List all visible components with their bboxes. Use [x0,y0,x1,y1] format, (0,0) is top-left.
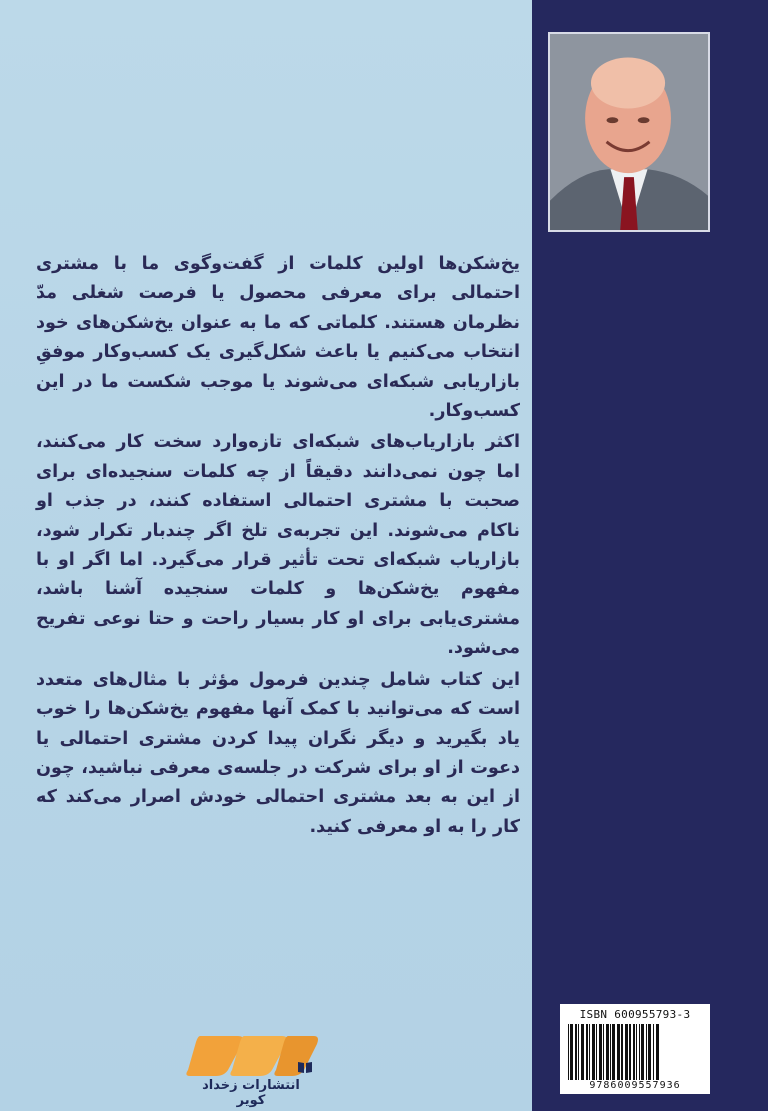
barcode-bar [656,1024,659,1080]
barcode-bar [633,1024,635,1080]
barcode-bar [653,1024,654,1080]
barcode [560,1004,710,1094]
barcode-bar [621,1024,623,1080]
barcode-bar [636,1024,637,1080]
barcode-bar [648,1024,651,1080]
barcode-bar [617,1024,620,1080]
back-cover-blurb [36,250,520,842]
barcode-bar [612,1024,615,1080]
barcode-bar [599,1024,602,1080]
barcode-bar [589,1024,590,1080]
barcode-bar [629,1024,631,1080]
barcode-bar [639,1024,640,1080]
barcode-bar [581,1024,584,1080]
blurb-paragraph-2: اکثر بازاریاب‌های شبکه‌ای تازه‌وارد سخت کار می‌کنند، اما چون نمی‌دانند دقیقاً از چه کلمات سنجیده‌ای برای صحبت با مشتری احتمالی استفاده کنند، در جذب او ناکام می‌شوند. این تجربه‌ی تلخ اگر چندبار تکرار شود، بازاریاب شبکه‌ای تحت تأثیر قرار می‌گیرد. اما اگر او با مفهوم یخ‌شکن‌ها و کلمات سنجیده آشنا باشد، مشتری‌یابی برای او کار بسیار راحت و حتا نوعی تفریح می‌شود. [36,432,520,659]
barcode-bar [568,1024,569,1080]
barcode-bar [570,1024,573,1080]
barcode-bar [603,1024,604,1080]
barcode-bar [606,1024,609,1080]
isbn-number: ISBN 600955793-3 [579,1008,691,1021]
barcode-bars [566,1024,704,1080]
barcode-bar [578,1024,579,1080]
author-photo [548,32,710,232]
publisher-name: انتشارات زخداد کویر [202,1078,300,1108]
barcode-bar [625,1024,628,1080]
barcode-bar [575,1024,577,1080]
blurb-paragraph-1: یخ‌شکن‌ها اولین کلمات از گفت‌وگوی ما با مشتری احتمالی برای معرفی محصول یا فرصت شغلی مدّ نظرمان هستند. کلماتی که ما به عنوان یخ‌شکن‌های خود انتخاب می‌کنیم یا باعث شکل‌گیری یک کسب‌وکار موفقِ بازاریابی شبکه‌ای می‌شوند یا موجب شکست ما در این کسب‌وکار. [36,254,520,422]
book-icon [297,1060,313,1074]
barcode-bar [610,1024,611,1080]
barcode-digits: 9786009557936 [589,1080,681,1091]
barcode-bar [596,1024,597,1080]
barcode-bar [646,1024,647,1080]
barcode-bar [586,1024,588,1080]
barcode-bar [641,1024,644,1080]
blurb-paragraph-3: این کتاب شامل چندین فرمول مؤثر با مثال‌های متعدد است که می‌توانید با کمک آنها مفهوم یخ‌شکن‌ها را خوب یاد بگیرید و دیگر نگران پیدا کردن مشتری احتمالی یا دعوت از او برای شرکت در جلسه‌ی معرفی نباشید، چون از این به بعد مشتری احتمالی خودش اصرار می‌کند که کار را به او معرفی کنید. [36,669,520,837]
barcode-bar [592,1024,595,1080]
